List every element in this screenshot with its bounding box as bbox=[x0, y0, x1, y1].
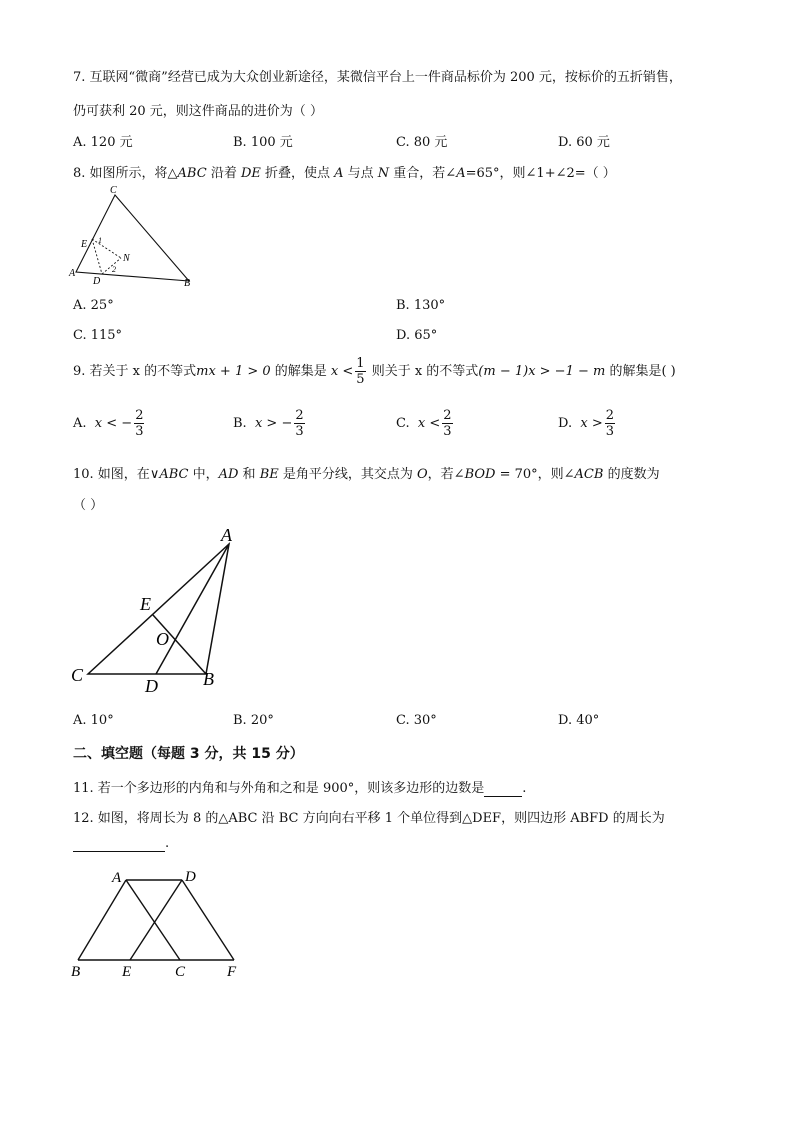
q9-option-c: C. x < $\frac{2}{3}$ bbox=[396, 408, 452, 439]
q10-label-d: D bbox=[145, 676, 158, 694]
q12-side-df bbox=[182, 880, 234, 960]
q8-label-1: 1 bbox=[98, 236, 102, 245]
q8-label-n: N bbox=[123, 253, 130, 264]
q10-label-c: C bbox=[71, 665, 84, 685]
q9-option-d: D. x > $\frac{2}{3}$ bbox=[558, 408, 614, 439]
q7-option-d: D. 60 元 bbox=[558, 135, 610, 150]
q12-label-c: C bbox=[175, 964, 186, 980]
q7-line2: 仍可获利 20 元，则这件商品的进价为（ ） bbox=[73, 104, 323, 119]
q10-line2: （ ） bbox=[73, 498, 104, 513]
q9-fraction: $\frac{1}{5}$ bbox=[356, 356, 365, 387]
q8-label-a: A bbox=[69, 268, 76, 279]
q9-option-b: B. x > − $\frac{2}{3}$ bbox=[233, 408, 304, 439]
q10-triangle-abc bbox=[88, 544, 229, 674]
q9-stem: 9. 若关于 x 的不等式mx + 1 > 0 的解集是 x < $\frac{1}{5}$ 则关于 x 的不等式(m − 1)x > −1 − m 的解集是( ) bbox=[73, 356, 676, 387]
q12-label-b: B bbox=[71, 964, 81, 980]
q7-option-a: A. 120 元 bbox=[73, 135, 133, 150]
q8-stem: 8. 如图所示，将△ABC 沿着 DE 折叠，使点 A 与点 N 重合，若∠A=65°，则∠1+∠2=（ ） bbox=[73, 166, 616, 181]
q10-option-b: B. 20° bbox=[233, 713, 274, 728]
q11-stem: 11. 若一个多边形的内角和与外角和之和是 900°，则该多边形的边数是 . bbox=[73, 781, 527, 796]
q8-label-d: D bbox=[93, 276, 101, 287]
q8-option-a: A. 25° bbox=[73, 298, 114, 313]
q10-label-e: E bbox=[140, 594, 151, 614]
q10-figure bbox=[68, 522, 248, 694]
q10-label-b: B bbox=[203, 669, 214, 689]
q12-label-f: F bbox=[227, 964, 237, 980]
q12-label-d: D bbox=[185, 869, 196, 885]
q8-option-b: B. 130° bbox=[396, 298, 446, 313]
q10-label-o: O bbox=[156, 629, 169, 649]
q8-label-2: 2 bbox=[112, 265, 116, 274]
q8-label-b: B bbox=[184, 278, 191, 289]
q11-answer-blank bbox=[484, 781, 522, 797]
q12-side-ac bbox=[126, 880, 180, 960]
q12-answer-blank bbox=[73, 836, 165, 852]
q7-option-c: C. 80 元 bbox=[396, 135, 448, 150]
q10-option-d: D. 40° bbox=[558, 713, 600, 728]
q12-figure bbox=[68, 864, 244, 982]
q12-side-de bbox=[130, 880, 182, 960]
q10-label-a: A bbox=[221, 525, 232, 545]
q10-option-a: A. 10° bbox=[73, 713, 114, 728]
q7-line1: 7. 互联网“微商”经营已成为大众创业新途径，某微信平台上一件商品标价为 200 元，按标价的五折销售， bbox=[73, 70, 682, 85]
section-title: 二、填空题（每题 3 分，共 15 分） bbox=[73, 746, 304, 762]
q8-option-c: C. 115° bbox=[73, 328, 123, 343]
q10-stem: 10. 如图，在∨ABC 中，AD 和 BE 是角平分线，其交点为 O，若∠BOD = 70°，则∠ACB 的度数为 bbox=[73, 467, 660, 482]
q8-label-c: C bbox=[110, 185, 117, 196]
q9-option-a: A. x < − $\frac{2}{3}$ bbox=[73, 408, 144, 439]
q8-option-d: D. 65° bbox=[396, 328, 438, 343]
q10-option-c: C. 30° bbox=[396, 713, 437, 728]
q7-option-b: B. 100 元 bbox=[233, 135, 293, 150]
q12-label-e: E bbox=[122, 964, 132, 980]
q8-triangle-abc bbox=[76, 195, 189, 281]
q12-side-ab bbox=[78, 880, 126, 960]
q12-label-a: A bbox=[112, 870, 122, 886]
q8-figure bbox=[66, 182, 200, 290]
q8-label-e: E bbox=[81, 239, 88, 250]
q12-line1: 12. 如图，将周长为 8 的△ABC 沿 BC 方向向右平移 1 个单位得到△DEF，则四边形 ABFD 的周长为 bbox=[73, 811, 665, 826]
q12-line2: . bbox=[73, 836, 169, 852]
